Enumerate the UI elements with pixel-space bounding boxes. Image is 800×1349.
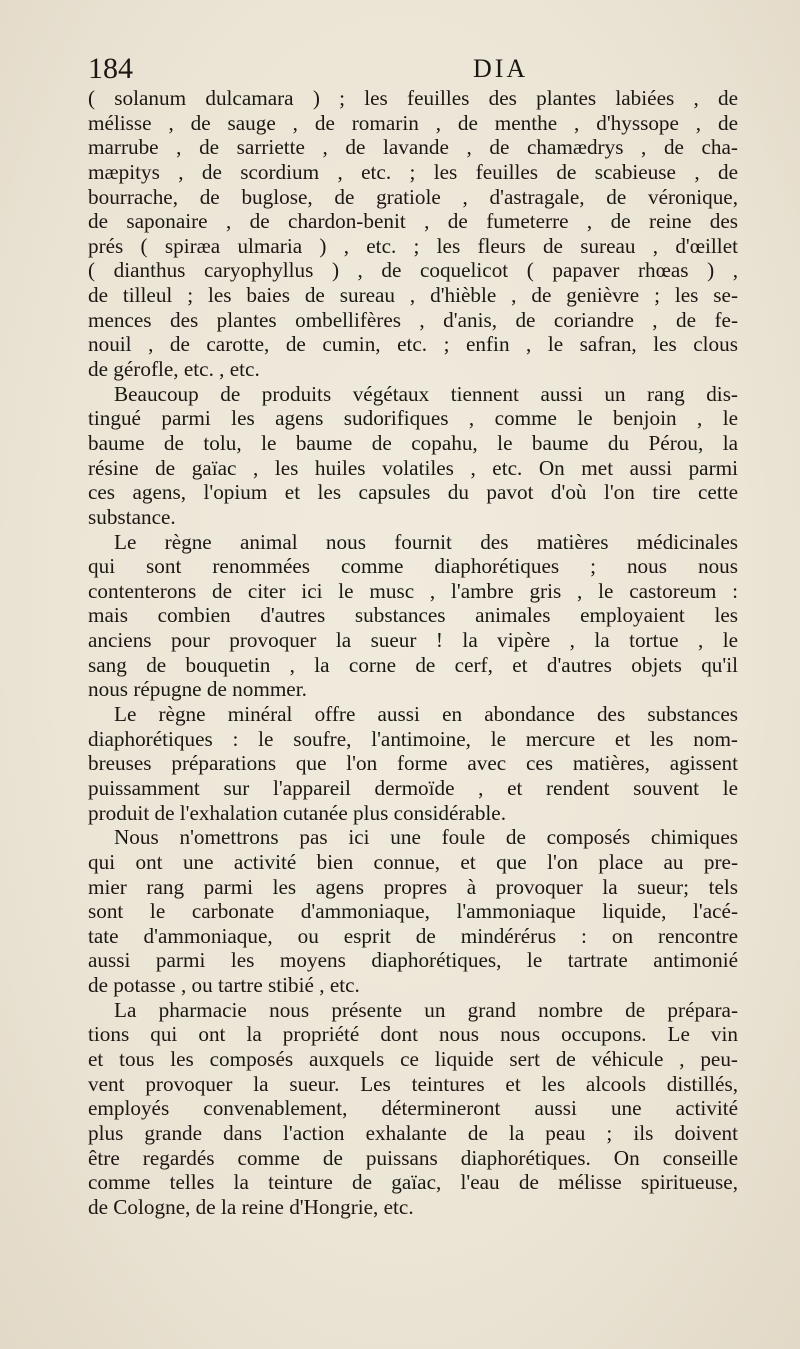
text-line: être regardés comme de puissans diaphorétiques. On conseille bbox=[88, 1145, 738, 1170]
text-line: plus grande dans l'action exhalante de la peau ; ils doivent bbox=[88, 1120, 738, 1145]
text-line: substance. bbox=[88, 504, 176, 529]
text-line: bourrache, de buglose, de gratiole , d'astragale, de véronique, bbox=[88, 184, 738, 209]
text-line: mais combien d'autres substances animales employaient les bbox=[88, 603, 738, 628]
text-line: produit de l'exhalation cutanée plus considérable. bbox=[88, 800, 507, 825]
text-line: contenterons de citer ici le musc , l'ambre gris , le castoreum : bbox=[88, 578, 738, 603]
text-line: Le règne animal nous fournit des matières médicinales bbox=[114, 529, 738, 554]
text-line: Le règne minéral offre aussi en abondance des substances bbox=[114, 702, 738, 727]
text-line: anciens pour provoquer la sueur ! la vipère , la tortue , le bbox=[88, 628, 738, 653]
text-line: ces agens, l'opium et les capsules du pavot d'où l'on tire cette bbox=[88, 480, 738, 505]
text-line: sang de bouquetin , la corne de cerf, et d'autres objets qu'il bbox=[88, 652, 738, 677]
text-line: de tilleul ; les baies de sureau , d'hièble , de genièvre ; les se- bbox=[88, 283, 738, 308]
text-line: sont le carbonate d'ammoniaque, l'ammoniaque liquide, l'acé- bbox=[88, 899, 738, 924]
text-line: breuses préparations que l'on forme avec ces matières, agissent bbox=[88, 751, 738, 776]
body-text bbox=[88, 86, 738, 1219]
text-line: qui ont une activité bien connue, et que l'on place au pre- bbox=[88, 849, 738, 874]
text-line: mæpitys , de scordium , etc. ; les feuilles de scabieuse , de bbox=[88, 159, 738, 184]
page-number: 184 bbox=[88, 52, 133, 85]
text-line: mences des plantes ombellifères , d'anis, de coriandre , de fe- bbox=[88, 307, 738, 332]
text-line: mélisse , de sauge , de romarin , de menthe , d'hyssope , de bbox=[88, 110, 738, 135]
text-line: et tous les composés auxquels ce liquide sert de véhicule , peu- bbox=[88, 1046, 738, 1071]
text-line: marrube , de sarriette , de lavande , de chamædrys , de cha- bbox=[88, 135, 738, 160]
page-header bbox=[88, 52, 736, 88]
text-line: ( solanum dulcamara ) ; les feuilles des plantes labiées , de bbox=[88, 86, 738, 110]
running-head: DIA bbox=[473, 54, 529, 83]
text-line: de gérofle, etc. , etc. bbox=[88, 357, 260, 382]
text-line: de Cologne, de la reine d'Hongrie, etc. bbox=[88, 1194, 414, 1219]
text-line: aussi parmi les moyens diaphorétiques, le tartrate antimonié bbox=[88, 948, 738, 973]
text-line: ( dianthus caryophyllus ) , de coquelicot ( papaver rhœas ) , bbox=[88, 258, 738, 283]
text-line: tingué parmi les agens sudorifiques , comme le benjoin , le bbox=[88, 406, 738, 431]
text-line: employés convenablement, détermineront aussi une activité bbox=[88, 1096, 738, 1121]
text-line: de potasse , ou tartre stibié , etc. bbox=[88, 973, 360, 998]
text-line: diaphorétiques : le soufre, l'antimoine, le mercure et les nom- bbox=[88, 726, 738, 751]
text-line: puissamment sur l'appareil dermoïde , et rendent souvent le bbox=[88, 775, 738, 800]
text-line: Nous n'omettrons pas ici une foule de composés chimiques bbox=[114, 825, 738, 850]
text-line: La pharmacie nous présente un grand nombre de prépara- bbox=[114, 997, 738, 1022]
text-line: comme telles la teinture de gaïac, l'eau de mélisse spiritueuse, bbox=[88, 1170, 738, 1195]
text-line: tate d'ammoniaque, ou esprit de mindérérus : on rencontre bbox=[88, 923, 738, 948]
text-line: vent provoquer la sueur. Les teintures et les alcools distillés, bbox=[88, 1071, 738, 1096]
text-line: résine de gaïac , les huiles volatiles , etc. On met aussi parmi bbox=[88, 455, 738, 480]
text-line: de saponaire , de chardon-benit , de fumeterre , de reine des bbox=[88, 209, 738, 234]
text-line: nouil , de carotte, de cumin, etc. ; enfin , le safran, les clous bbox=[88, 332, 738, 357]
text-line: Beaucoup de produits végétaux tiennent aussi un rang dis- bbox=[114, 381, 738, 406]
text-line: prés ( spiræa ulmaria ) , etc. ; les fleurs de sureau , d'œillet bbox=[88, 233, 738, 258]
text-line: qui sont renommées comme diaphorétiques ; nous nous bbox=[88, 554, 738, 579]
text-line: tions qui ont la propriété dont nous nous occupons. Le vin bbox=[88, 1022, 738, 1047]
text-line: baume de tolu, le baume de copahu, le baume du Pérou, la bbox=[88, 430, 738, 455]
text-line: mier rang parmi les agens propres à provoquer la sueur; tels bbox=[88, 874, 738, 899]
text-line: nous répugne de nommer. bbox=[88, 677, 307, 702]
